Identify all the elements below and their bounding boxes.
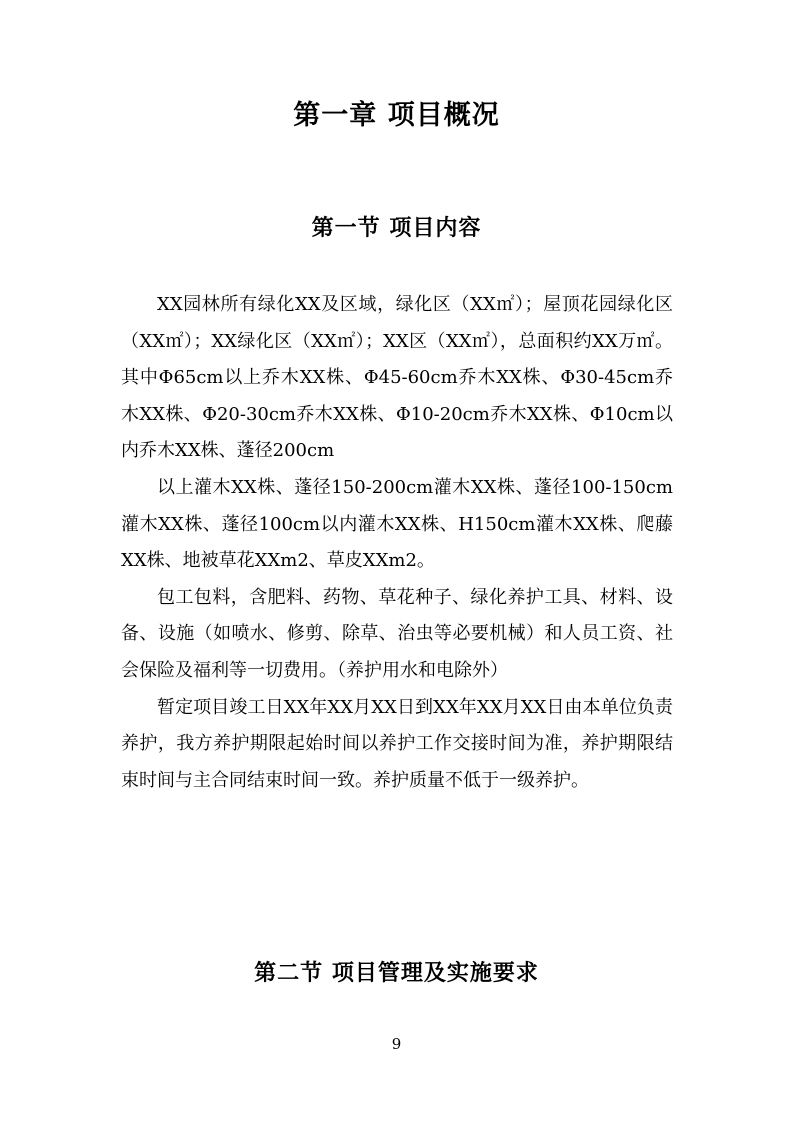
paragraph-2: 以上灌木XX株、蓬径150-200cm灌木XX株、蓬径100-150cm灌木XX株、蓬径100cm以内灌木XX株、H150cm灌木XX株、爬藤XX株、地被草花XXm2、草皮XXm2。 (121, 476, 673, 572)
section-title-1: 第一节 项目内容 (311, 216, 482, 241)
chapter-title: 第一章 项目概况 (293, 100, 500, 131)
section-body (121, 287, 673, 799)
section-title-2: 第二节 项目管理及实施要求 (254, 961, 539, 986)
paragraph-4: 暂定项目竣工日XX年XX月XX日到XX年XX月XX日由本单位负责养护，我方养护期限起始时间以养护工作交接时间为准，养护期限结束时间与主合同结束时间一致。养护质量不低于一级养护。 (121, 696, 673, 791)
paragraph-1: XX园林所有绿化XX及区域，绿化区（XX㎡）；屋顶花园绿化区（XX㎡）；XX绿化区（XX㎡）；XX区（XX㎡），总面积约XX万㎡。其中Φ65cm以上乔木XX株、Φ45-60cm乔木XX株、Φ30-45cm乔木XX株、Φ20-30cm乔木XX株、Φ10-20cm乔木XX株、Φ10cm以内乔木XX株、蓬径200cm (121, 294, 673, 462)
page-number: 9 (391, 1035, 402, 1053)
paragraph-3: 包工包料，含肥料、药物、草花种子、绿化养护工具、材料、设备、设施（如喷水、修剪、除草、治虫等必要机械）和人员工资、社会保险及福利等一切费用。（养护用水和电除外） (121, 586, 673, 681)
